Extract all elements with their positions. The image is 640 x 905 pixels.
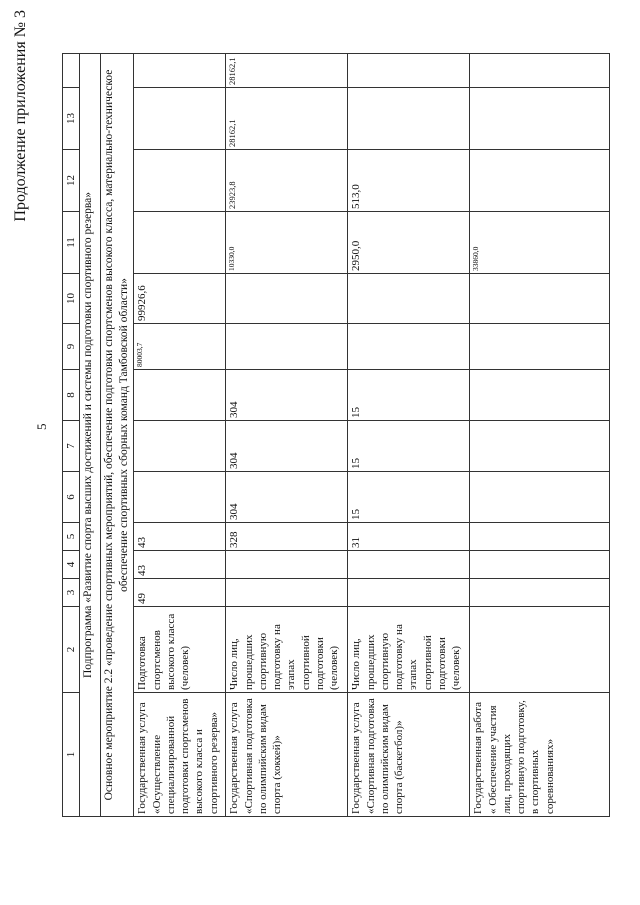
- value-extra: [348, 54, 470, 88]
- value-c5: 328: [226, 523, 348, 551]
- col-number-7: 7: [63, 421, 80, 472]
- value-c12: [134, 150, 226, 212]
- column-number-row: [63, 54, 80, 817]
- col-number-5: 5: [63, 523, 80, 551]
- value-c8: 304: [226, 370, 348, 421]
- value-extra: [134, 54, 226, 88]
- main-event-title: Основное мероприятие 2.2 «проведение спортивных мероприятий, обеспечение подготовки спортсменов высокого класса, материально-техническое обеспечение спортивных сборных команд Тамбовской области»: [101, 54, 134, 817]
- value-c11: [134, 212, 226, 274]
- value-c9: 80003,7: [134, 324, 226, 370]
- subprogram-row: [80, 54, 101, 817]
- col-number-4: 4: [63, 551, 80, 579]
- subprogram-title: Подпрограмма «Развитие спорта высших достижений и системы подготовки спортивного резерва»: [80, 54, 101, 817]
- value-c13: [348, 88, 470, 150]
- value-c7: 304: [226, 421, 348, 472]
- indicator-cell: Число лиц, прошедших спортивную подготовку на этапах спортивной подготовки (человек): [226, 607, 348, 693]
- service-cell: Государственная работа « Обеспечение участия лиц, проходящих спортивную подготовку, в спортивных соревнованиях»: [470, 693, 610, 817]
- value-c6: 304: [226, 472, 348, 523]
- col-number-3: 3: [63, 579, 80, 607]
- table-row: [134, 54, 226, 817]
- value-c8: [470, 370, 610, 421]
- service-cell: Государственная услуга «Осуществление специализированной подготовки спортсменов высокого класса и спортивного резерва»: [134, 693, 226, 817]
- value-c7: 15: [348, 421, 470, 472]
- value-c6: [134, 472, 226, 523]
- value-c7: [470, 421, 610, 472]
- value-c3: [470, 579, 610, 607]
- col-number-8: 8: [63, 370, 80, 421]
- value-c9: [226, 324, 348, 370]
- value-c6: [470, 472, 610, 523]
- col-number-1: 1: [63, 693, 80, 817]
- service-cell: Государственная услуга «Спортивная подготовка по олимпийским видам спорта (баскетбол)»: [348, 693, 470, 817]
- value-c5: 43: [134, 523, 226, 551]
- value-c4: [470, 551, 610, 579]
- value-c4: [348, 551, 470, 579]
- value-extra: [470, 54, 610, 88]
- value-c10: [348, 274, 470, 324]
- value-c10: [470, 274, 610, 324]
- value-c5: 31: [348, 523, 470, 551]
- value-c12: 23923,8: [226, 150, 348, 212]
- value-c13: [470, 88, 610, 150]
- indicator-cell: Число лиц, прошедших спортивную подготовку на этапах спортивной подготовки (человек): [348, 607, 470, 693]
- value-extra: 28162,1: [226, 54, 348, 88]
- col-number-13: 13: [63, 88, 80, 150]
- value-c11: 33860,0: [470, 212, 610, 274]
- col-number-10: 10: [63, 274, 80, 324]
- value-c8: 15: [348, 370, 470, 421]
- col-number-9: 9: [63, 324, 80, 370]
- page-number: 5: [34, 423, 49, 430]
- document-title: Продолжение приложения № 3: [12, 10, 29, 222]
- value-c11: 2950,0: [348, 212, 470, 274]
- value-c4: [226, 551, 348, 579]
- table-row: [348, 54, 470, 817]
- main-event-row: [101, 54, 134, 817]
- value-c13: [134, 88, 226, 150]
- value-c13: 28162,1: [226, 88, 348, 150]
- value-c3: [226, 579, 348, 607]
- program-table: [62, 53, 610, 817]
- value-c9: [470, 324, 610, 370]
- value-c3: 49: [134, 579, 226, 607]
- value-c12: [470, 150, 610, 212]
- col-number-11: 11: [63, 212, 80, 274]
- value-c10: [226, 274, 348, 324]
- table-row: [470, 54, 610, 817]
- value-c3: [348, 579, 470, 607]
- value-c8: [134, 370, 226, 421]
- value-c10: 99926,6: [134, 274, 226, 324]
- col-number-12: 12: [63, 150, 80, 212]
- value-c9: [348, 324, 470, 370]
- indicator-cell: [470, 607, 610, 693]
- col-number-2: 2: [63, 607, 80, 693]
- col-extra: [63, 54, 80, 88]
- value-c6: 15: [348, 472, 470, 523]
- col-number-6: 6: [63, 472, 80, 523]
- table-row: [226, 54, 348, 817]
- value-c11: 10330,0: [226, 212, 348, 274]
- indicator-cell: Подготовка спортсменов высокого класса (человек): [134, 607, 226, 693]
- value-c4: 43: [134, 551, 226, 579]
- service-cell: Государственная услуга «Спортивная подготовка по олимпийским видам спорта (хоккей)»: [226, 693, 348, 817]
- value-c5: [470, 523, 610, 551]
- value-c12: 513,0: [348, 150, 470, 212]
- value-c7: [134, 421, 226, 472]
